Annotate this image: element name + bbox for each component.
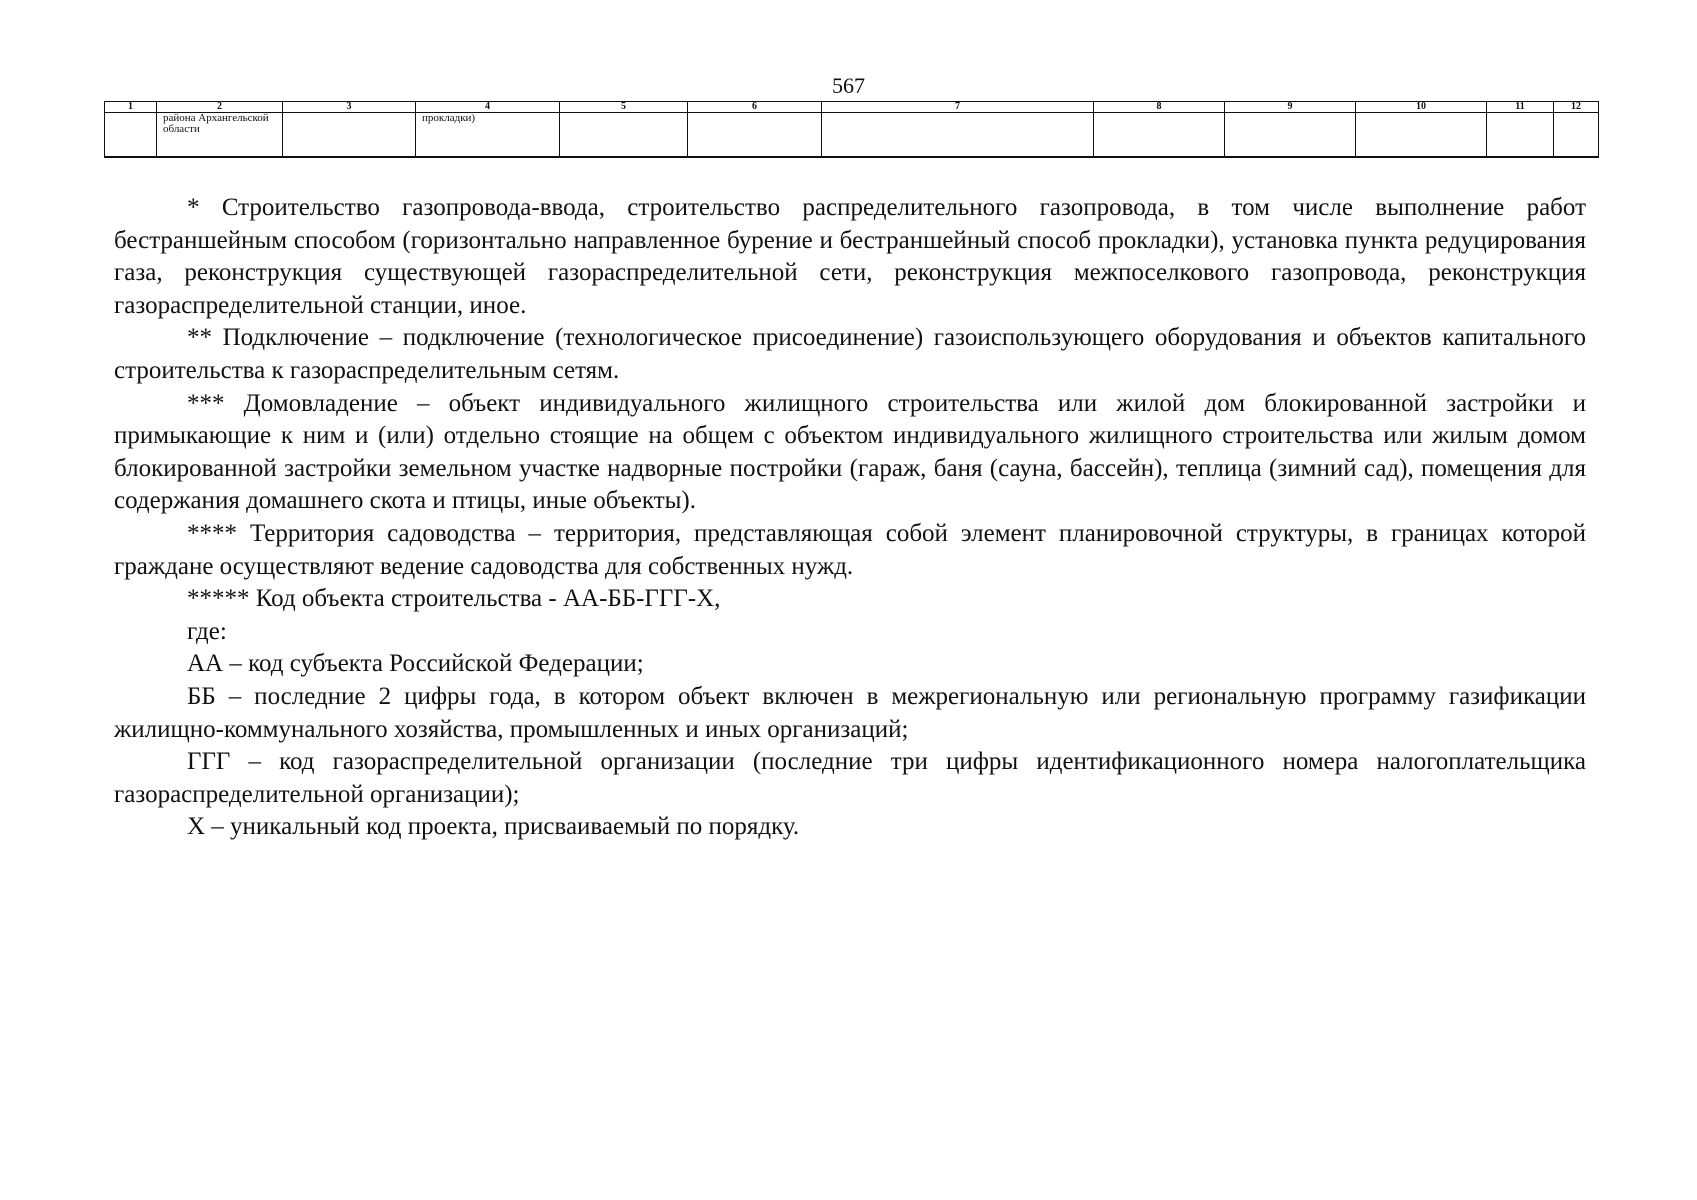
table-cell	[283, 113, 416, 158]
column-header: 12	[1554, 102, 1599, 113]
column-header: 6	[688, 102, 822, 113]
table-cell: прокладки)	[416, 113, 560, 158]
table-cell: района Архангельской области	[157, 113, 283, 158]
table-cell	[1356, 113, 1487, 158]
code-part-ggg: ГГГ – код газораспределительной организации (последние три цифры идентификационного номера налогоплательщика газораспределительной организации);	[114, 748, 1586, 808]
footnote-connection: ** Подключение – подключение (технологическое присоединение) газоиспользующего оборудования и объектов капитального строительства к газораспределительным сетям.	[114, 324, 1586, 384]
footnote-household: *** Домовладение – объект индивидуального жилищного строительства или жилой дом блокированной застройки и примыкающие к ним и (или) отдельно стоящие на общем с объектом индивидуального жилищного строительства или жилым домом блокированной застройки земельном участке надворные постройки (гараж, баня (сауна, бассейн), теплица (зимний сад), помещения для содержания домашнего скота и птицы, иные объекты).	[114, 389, 1586, 515]
page-number: 567	[832, 73, 865, 98]
column-header: 9	[1225, 102, 1356, 113]
footnote-construction: * Строительство газопровода-ввода, строительство распределительного газопровода, в том числе выполнение работ бестраншейным способом (горизонтально направленное бурение и бестраншейный способ прокладки), установка пункта редуцирования газа, реконструкция существующей газораспределительной сети, реконструкция межпоселкового газопровода, реконструкция газораспределительной станции, иное.	[114, 194, 1586, 319]
table-cell	[1094, 113, 1225, 158]
column-header: 7	[822, 102, 1094, 113]
table-cell	[560, 113, 688, 158]
table-cell	[1487, 113, 1554, 158]
table-header-row	[105, 102, 1599, 113]
table-cell	[105, 113, 157, 158]
data-table	[104, 101, 1599, 158]
code-part-aa: АА – код субъекта Российской Федерации;	[187, 650, 644, 678]
column-header: 10	[1356, 102, 1487, 113]
column-header: 11	[1487, 102, 1554, 113]
footnote-object-code: ***** Код объекта строительства - АА-ББ-ГГГ-Х,	[187, 585, 721, 613]
footnote-where: где:	[187, 617, 227, 645]
column-header: 4	[416, 102, 560, 113]
footnotes	[114, 192, 1586, 844]
table-cell	[688, 113, 822, 158]
code-part-x: Х – уникальный код проекта, присваиваемый по порядку.	[187, 813, 800, 841]
column-header: 8	[1094, 102, 1225, 113]
table-row	[105, 113, 1599, 158]
footnote-gardening-territory: **** Территория садоводства – территория, представляющая собой элемент планировочной структуры, в границах которой граждане осуществляют ведение садоводства для собственных нужд.	[114, 519, 1586, 580]
table-cell	[822, 113, 1094, 158]
table-cell	[1554, 113, 1599, 158]
code-part-bb: ББ – последние 2 цифры года, в котором объект включен в межрегиональную или региональную программу газификации жилищно-коммунального хозяйства, промышленных и иных организаций;	[114, 682, 1586, 743]
column-header: 1	[105, 102, 157, 113]
column-header: 3	[283, 102, 416, 113]
column-header: 5	[560, 102, 688, 113]
table-cell	[1225, 113, 1356, 158]
column-header: 2	[157, 102, 283, 113]
